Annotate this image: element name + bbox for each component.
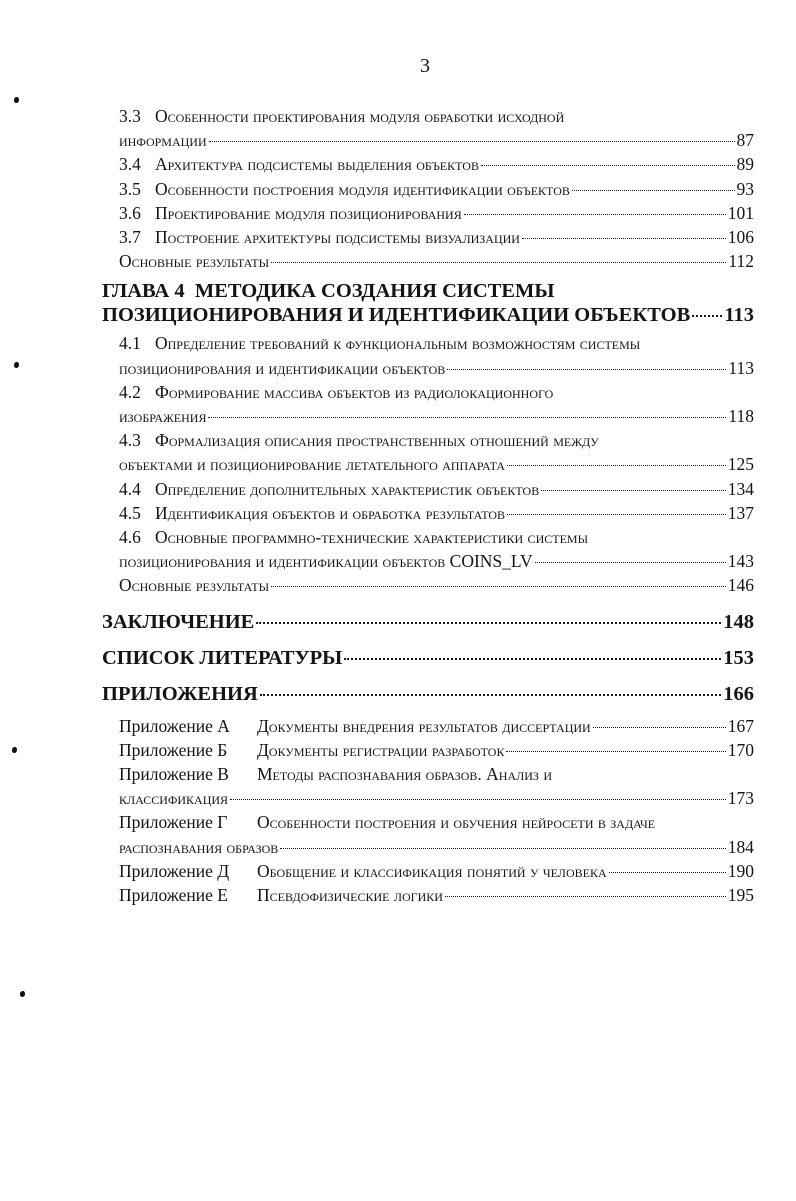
dot-leader [481, 165, 735, 166]
appendix-title: Методы распознавания образов. Анализ и [257, 764, 552, 785]
dot-leader [271, 586, 726, 587]
toc-appendix-e[interactable] [102, 883, 754, 907]
section-number: 4.4 [119, 478, 141, 499]
dot-leader [230, 799, 726, 800]
page-ref: 106 [727, 227, 754, 248]
section-number: 3.3 [119, 106, 141, 126]
page-ref: 190 [727, 860, 754, 881]
appendix-title: Псевдофизические логики [257, 885, 443, 906]
dot-leader [507, 465, 726, 466]
dot-leader [208, 417, 726, 418]
dot-leader [541, 490, 726, 491]
dot-leader [445, 896, 726, 897]
toc-entry-3-5[interactable] [102, 177, 754, 201]
toc-entry-4-5[interactable] [102, 501, 754, 525]
section-title: Особенности построения модуля идентификации объектов [155, 178, 570, 199]
dot-leader [522, 238, 726, 239]
page-ref: 101 [727, 202, 754, 223]
appendix-title-cont: распознавания образов [119, 836, 279, 857]
toc-entry-3-4[interactable] [102, 152, 754, 176]
dot-leader [609, 872, 726, 873]
chapter-title-cont: ПОЗИЦИОНИРОВАНИЯ И ИДЕНТИФИКАЦИИ ОБЪЕКТОВ [102, 304, 691, 327]
section-number: 3.4 [119, 154, 141, 175]
appendix-title-cont: классификация [119, 788, 229, 809]
section-title: Основные результаты [119, 251, 270, 272]
section-number: 4.2 [119, 381, 141, 402]
page-ref: 195 [727, 885, 754, 906]
major-title: ЗАКЛЮЧЕНИЕ [102, 610, 255, 633]
section-number: 3.5 [119, 178, 141, 199]
page-ref: 113 [724, 304, 754, 327]
scan-speck [14, 97, 19, 103]
section-number: 4.6 [119, 527, 141, 548]
scan-speck [14, 362, 19, 368]
section-title: Формирование массива объектов из радиолокационного [155, 381, 554, 402]
appendix-title: Документы регистрации разработок [257, 739, 505, 760]
page-ref: 170 [727, 739, 754, 760]
toc-entry-3-3[interactable] [102, 104, 754, 152]
toc-appendix-b[interactable] [102, 738, 754, 762]
section-title: Основные результаты [119, 575, 270, 596]
section-title-cont: объектами и позиционирование летательного аппарата [119, 454, 506, 475]
major-title: ПРИЛОЖЕНИЯ [102, 682, 258, 705]
scan-speck [20, 991, 25, 997]
page-ref: 87 [736, 130, 754, 151]
appendix-label: Приложение Б [119, 739, 228, 760]
toc-appendices[interactable] [102, 682, 754, 706]
dot-leader [260, 694, 721, 696]
section-number: 4.5 [119, 502, 141, 523]
major-title: СПИСОК ЛИТЕРАТУРЫ [102, 646, 343, 669]
appendix-label: Приложение Д [119, 860, 230, 881]
section-number: 4.1 [119, 333, 141, 354]
section-title: Архитектура подсистемы выделения объектов [155, 154, 479, 175]
dot-leader [344, 658, 721, 660]
page-ref: 148 [723, 610, 754, 633]
page-ref: 118 [728, 406, 754, 427]
dot-leader [572, 190, 735, 191]
dot-leader [507, 514, 726, 515]
page-ref: 146 [727, 575, 754, 596]
section-title: Основные программно-технические характеристики системы [155, 527, 589, 548]
section-title: Проектирование модуля позиционирования [155, 202, 462, 223]
toc-entry-4-3[interactable] [102, 428, 754, 476]
section-number: 4.3 [119, 430, 141, 451]
toc-entry-3-6[interactable] [102, 201, 754, 225]
appendix-title: Особенности построения и обучения нейросети в задаче [257, 812, 656, 833]
dot-leader [593, 727, 726, 728]
toc-chapter-4[interactable] [102, 279, 754, 327]
toc-entry-3-7[interactable] [102, 225, 754, 249]
appendix-label: Приложение В [119, 764, 229, 785]
page-ref: 184 [727, 836, 754, 857]
page-ref: 153 [723, 646, 754, 669]
section-number: 3.6 [119, 202, 141, 223]
toc-appendix-g[interactable] [102, 810, 754, 858]
toc-entry-4-4[interactable] [102, 477, 754, 501]
dot-leader [464, 214, 726, 215]
dot-leader [271, 262, 726, 263]
page-ref: 113 [728, 357, 754, 378]
scan-speck [12, 747, 17, 753]
section-title: Определение требований к функциональным возможностям системы [155, 333, 641, 354]
page-ref: 125 [727, 454, 754, 475]
toc-entry-ch4-results[interactable] [102, 573, 754, 597]
chapter-label: ГЛАВА 4 [102, 280, 185, 303]
toc-references[interactable] [102, 646, 754, 670]
page-ref: 134 [727, 478, 754, 499]
section-title: Определение дополнительных характеристик объектов [155, 478, 540, 499]
dot-leader [256, 622, 721, 624]
appendix-label: Приложение Е [119, 885, 228, 906]
toc-entry-ch3-results[interactable] [102, 249, 754, 273]
toc-appendix-v[interactable] [102, 762, 754, 810]
page-ref: 143 [727, 551, 754, 572]
page-ref: 112 [728, 251, 754, 272]
section-title-cont: позиционирования и идентификации объектов COINS_LV [119, 551, 533, 572]
section-title-cont: позиционирования и идентификации объектов [119, 357, 446, 378]
toc-appendix-d[interactable] [102, 859, 754, 883]
toc-conclusion[interactable] [102, 610, 754, 634]
page-ref: 89 [736, 154, 754, 175]
page-ref: 167 [727, 715, 754, 736]
toc-appendix-a[interactable] [102, 714, 754, 738]
dot-leader [692, 315, 722, 317]
dot-leader [506, 751, 725, 752]
table-of-contents [102, 104, 754, 907]
chapter-title: МЕТОДИКА СОЗДАНИЯ СИСТЕМЫ [194, 280, 555, 303]
section-title: Идентификация объектов и обработка результатов [155, 502, 506, 523]
page-ref: 166 [723, 682, 754, 705]
dot-leader [535, 562, 726, 563]
appendix-label: Приложение Г [119, 812, 228, 833]
section-title-cont: изображения [119, 406, 207, 427]
dot-leader [280, 848, 725, 849]
section-title: Формализация описания пространственных отношений между [155, 430, 599, 451]
toc-entry-4-1[interactable] [102, 331, 754, 379]
section-number: 3.7 [119, 227, 141, 248]
page-number: 3 [420, 55, 430, 77]
page-ref: 173 [727, 788, 754, 809]
appendix-title: Обобщение и классификация понятий у человека [257, 860, 607, 881]
page-ref: 137 [727, 502, 754, 523]
section-title: Построение архитектуры подсистемы визуализации [155, 227, 520, 248]
dot-leader [447, 369, 726, 370]
toc-entry-4-6[interactable] [102, 525, 754, 573]
appendix-title: Документы внедрения результатов диссертации [257, 715, 591, 736]
page-ref: 93 [736, 178, 754, 199]
dot-leader [209, 141, 735, 142]
section-title: Особенности проектирования модуля обработки исходной [155, 106, 565, 126]
toc-entry-4-2[interactable] [102, 380, 754, 428]
appendix-label: Приложение А [119, 715, 230, 736]
section-title-cont: информации [119, 130, 207, 151]
